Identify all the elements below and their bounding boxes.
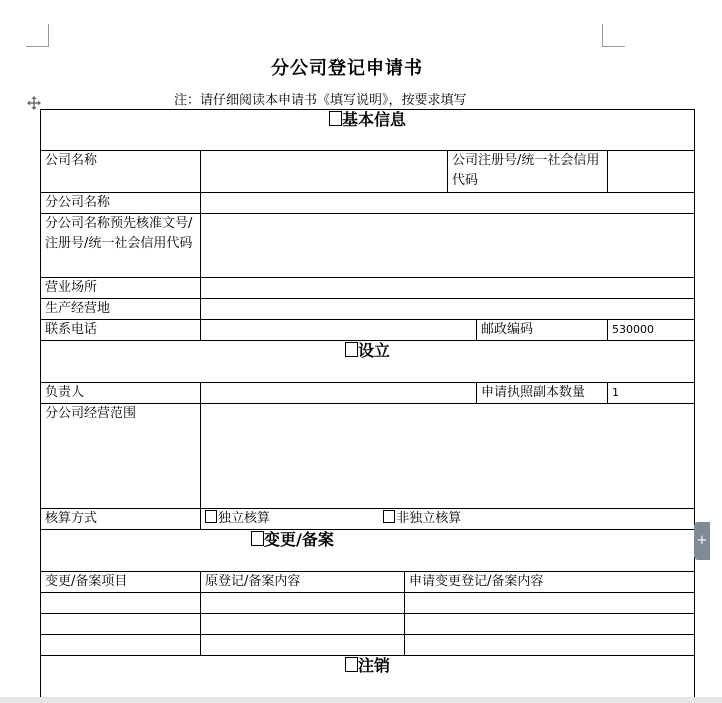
section-checkbox[interactable] [345, 657, 358, 672]
accounting-method-label: 核算方式 [41, 509, 201, 530]
section-checkbox[interactable] [251, 531, 264, 546]
crop-mark-top-left [26, 24, 49, 47]
branch-name-label: 分公司名称 [41, 193, 201, 214]
prior-approval-label: 分公司名称预先核准文号/注册号/统一社会信用代码 [41, 214, 201, 278]
checkbox[interactable] [205, 510, 217, 523]
prior-approval-field[interactable] [201, 214, 695, 278]
phone-field[interactable] [201, 320, 477, 341]
company-name-label: 公司名称 [41, 151, 201, 193]
business-scope-label: 分公司经营范围 [41, 404, 201, 509]
crop-mark-top-right [602, 24, 625, 47]
section-establish: 设立 [41, 341, 695, 383]
change-item-cell[interactable] [41, 635, 201, 656]
change-original-cell[interactable] [201, 635, 405, 656]
change-requested-cell[interactable] [405, 614, 695, 635]
company-reg-field[interactable] [608, 151, 695, 193]
section-checkbox[interactable] [345, 342, 358, 357]
document-title: 分公司登记申请书 [271, 58, 423, 79]
section-change-filing: 变更/备案 [41, 530, 695, 572]
postcode-label: 邮政编码 [477, 320, 608, 341]
accounting-method-options [201, 509, 695, 530]
change-item-cell[interactable] [41, 614, 201, 635]
horizontal-scrollbar[interactable] [0, 697, 722, 703]
license-copies-value[interactable]: 1 [608, 383, 695, 404]
responsible-person-field[interactable] [201, 383, 477, 404]
business-scope-field[interactable] [201, 404, 695, 509]
branch-name-field[interactable] [201, 193, 695, 214]
license-copies-label: 申请执照副本数量 [477, 383, 608, 404]
company-name-field[interactable] [201, 151, 448, 193]
instruction-note: 注：请仔细阅读本申请书《填写说明》，按要求填写 [174, 93, 467, 108]
change-original-cell[interactable] [201, 593, 405, 614]
responsible-person-label: 负责人 [41, 383, 201, 404]
production-site-label: 生产经营地 [41, 299, 201, 320]
section-cancellation: 注销 [41, 656, 695, 698]
independent-accounting-option[interactable]: 独立核算 [205, 511, 270, 526]
non-independent-accounting-option[interactable]: 非独立核算 [383, 511, 461, 526]
change-requested-cell[interactable] [405, 635, 695, 656]
plus-icon[interactable]: + [694, 522, 710, 560]
change-col-original: 原登记/备案内容 [201, 572, 405, 593]
move-arrows-icon[interactable] [27, 95, 41, 109]
phone-label: 联系电话 [41, 320, 201, 341]
section-basic-info: 基本信息 [41, 110, 695, 151]
change-requested-cell[interactable] [405, 593, 695, 614]
production-site-field[interactable] [201, 299, 695, 320]
company-reg-label: 公司注册号/统一社会信用代码 [448, 151, 608, 193]
registration-form-table [40, 109, 695, 698]
change-item-cell[interactable] [41, 593, 201, 614]
business-premises-label: 营业场所 [41, 278, 201, 299]
change-col-requested: 申请变更登记/备案内容 [405, 572, 695, 593]
section-checkbox[interactable] [329, 111, 342, 126]
change-original-cell[interactable] [201, 614, 405, 635]
postcode-value[interactable]: 530000 [608, 320, 695, 341]
business-premises-field[interactable] [201, 278, 695, 299]
checkbox[interactable] [383, 510, 395, 523]
change-col-item: 变更/备案项目 [41, 572, 201, 593]
